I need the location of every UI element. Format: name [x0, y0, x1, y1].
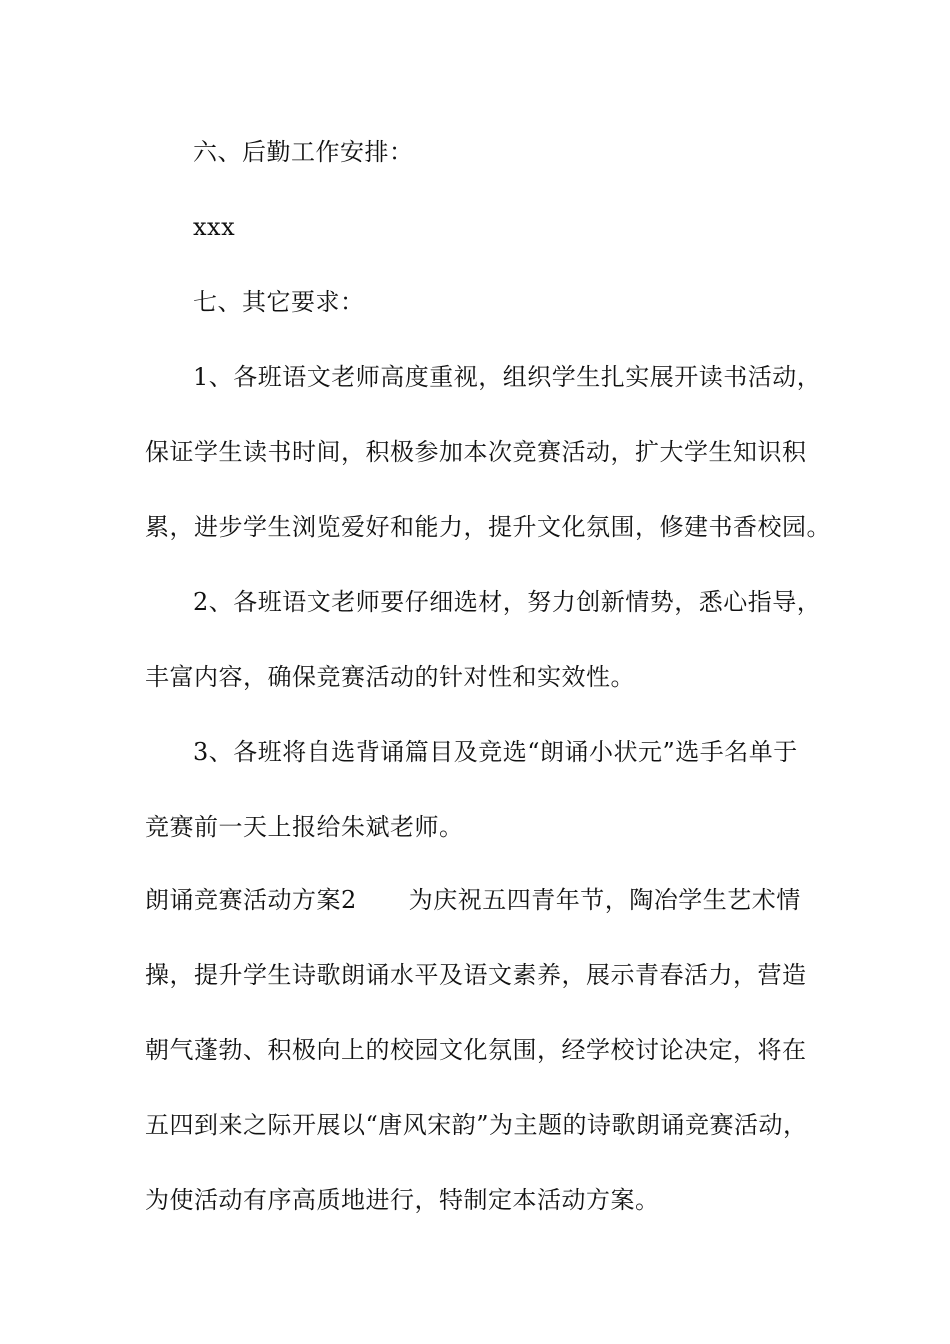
paragraph-line: 3、各班将自选背诵篇目及竞选“朗诵小状元”选手名单于 [193, 738, 798, 766]
section-heading-other-requirements: 七、其它要求： [193, 288, 365, 316]
paragraph-line: 保证学生读书时间，积极参加本次竞赛活动，扩大学生知识积 [145, 438, 807, 466]
paragraph-line: 丰富内容，确保竞赛活动的针对性和实效性。 [145, 663, 635, 691]
section-intro-text: 为庆祝五四青年节，陶冶学生艺术情 [408, 886, 801, 914]
paragraph-line: 五四到来之际开展以“唐风宋韵”为主题的诗歌朗诵竞赛活动， [145, 1111, 808, 1139]
paragraph-line: 竞赛前一天上报给朱斌老师。 [145, 813, 464, 841]
section-title-line [145, 885, 815, 915]
section-title: 朗诵竞赛活动方案2 [145, 886, 357, 914]
placeholder-text: xxx [193, 213, 236, 241]
paragraph-line: 操，提升学生诗歌朗诵水平及语文素养，展示青春活力，营造 [145, 961, 807, 989]
section-heading-logistics: 六、后勤工作安排： [193, 138, 414, 166]
paragraph-line: 累，进步学生浏览爱好和能力，提升文化氛围，修建书香校园。 [145, 513, 831, 541]
paragraph-line: 2、各班语文老师要仔细选材，努力创新情势，悉心指导， [193, 588, 822, 616]
paragraph-line: 为使活动有序高质地进行，特制定本活动方案。 [145, 1186, 660, 1214]
paragraph-line: 朝气蓬勃、积极向上的校园文化氛围，经学校讨论决定，将在 [145, 1036, 807, 1064]
paragraph-line: 1、各班语文老师高度重视，组织学生扎实展开读书活动， [193, 363, 822, 391]
